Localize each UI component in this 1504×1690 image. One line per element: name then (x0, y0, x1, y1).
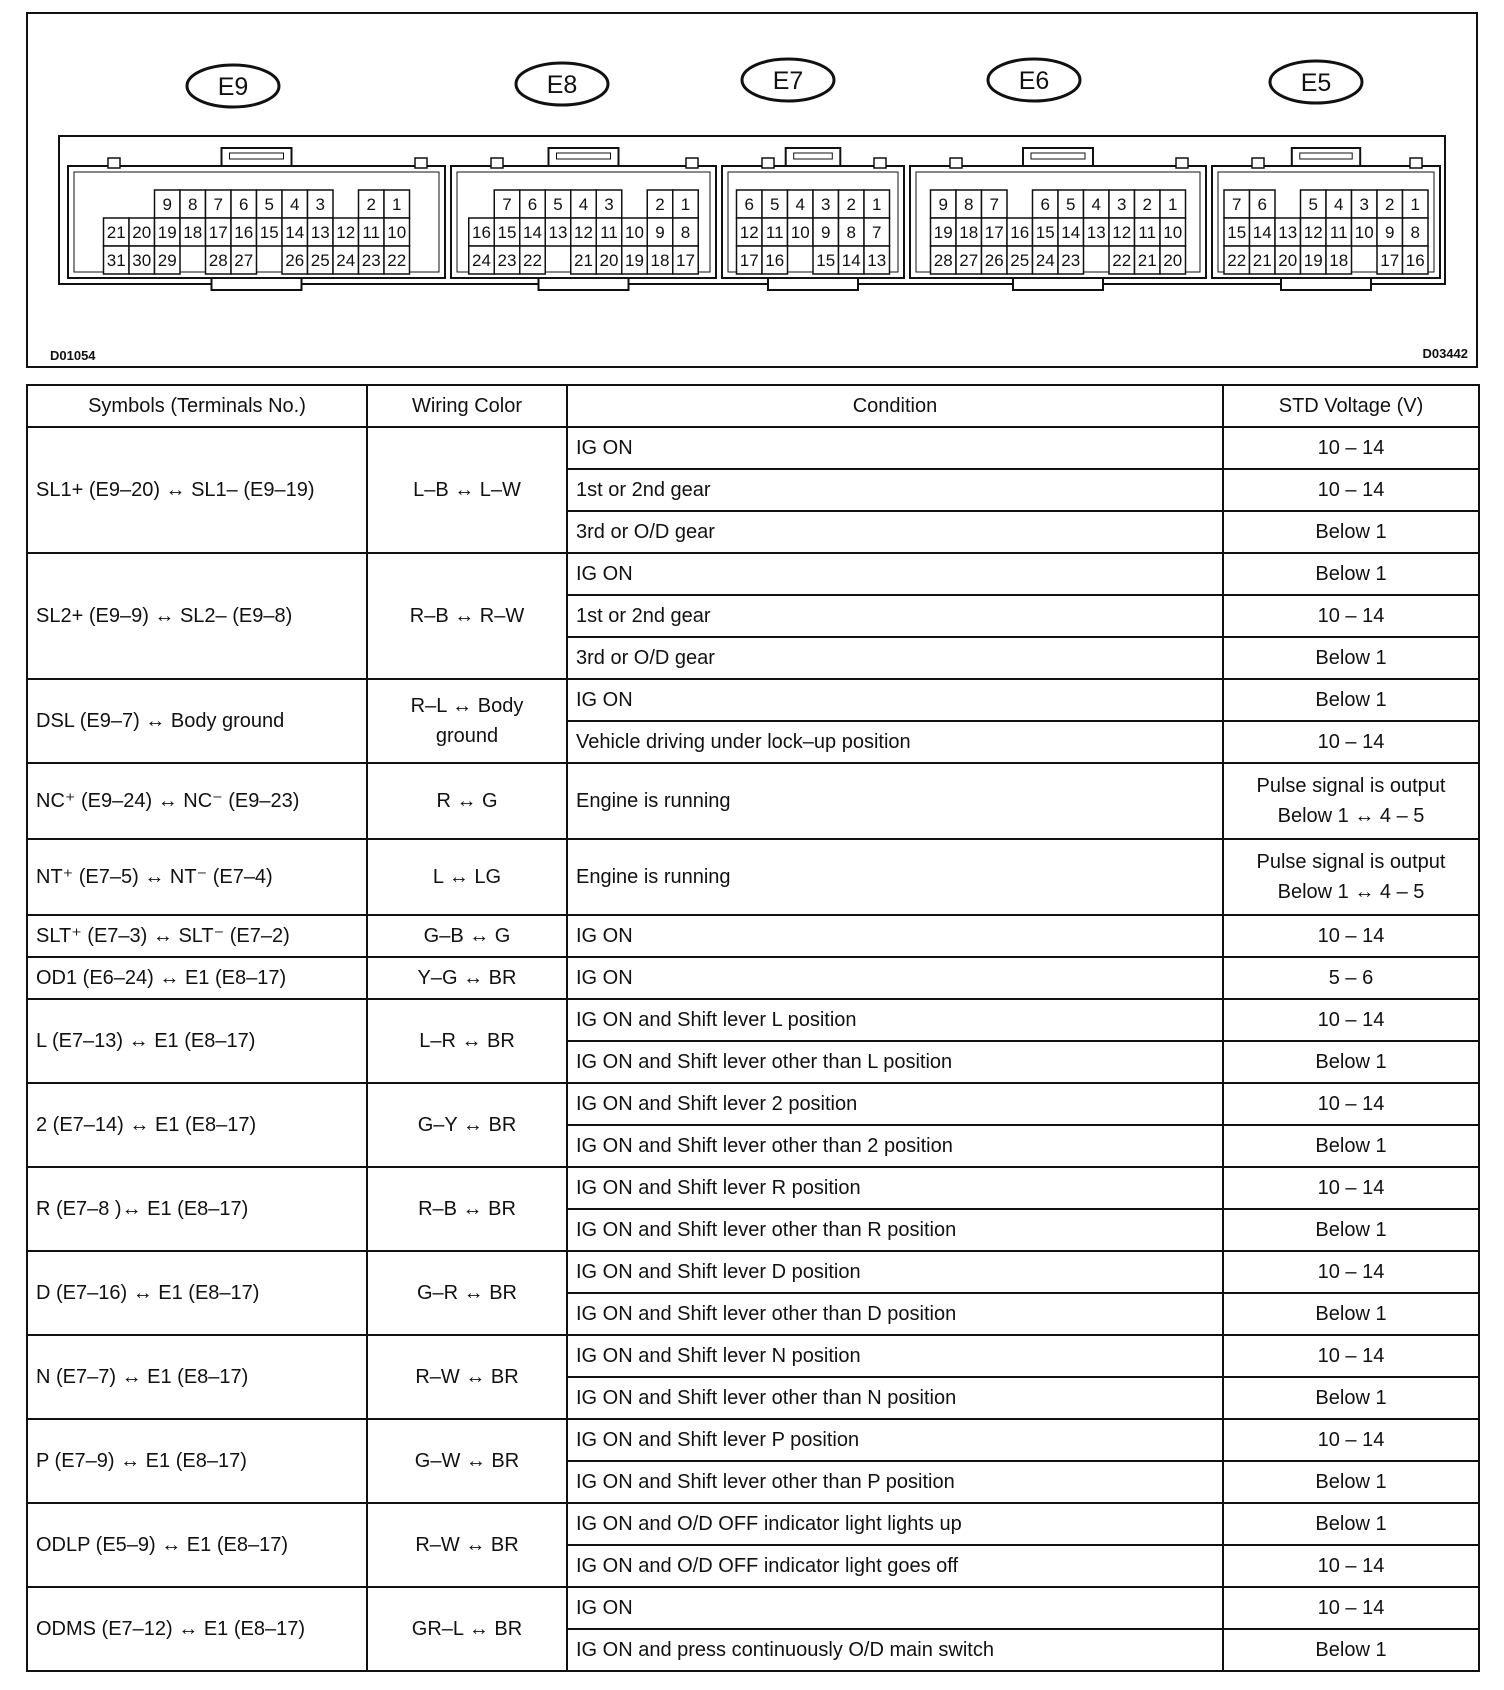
condition-cell: IG ON and O/D OFF indicator light lights up (567, 1503, 1223, 1545)
table-row (27, 1167, 1479, 1209)
connector-e7-pin-number: 6 (744, 195, 754, 214)
connector-e9-pin-number: 9 (162, 195, 172, 214)
condition-cell: IG ON and press continuously O/D main switch (567, 1629, 1223, 1671)
connector-e9-pin-number: 21 (106, 223, 126, 242)
connector-e7-pin-number: 14 (841, 251, 861, 270)
figure-code-left: D01054 (50, 348, 96, 363)
header-symbols: Symbols (Terminals No.) (27, 385, 367, 427)
table-row (27, 1419, 1479, 1461)
connector-e9-pin-number: 29 (157, 251, 177, 270)
std-voltage-cell: Below 1 (1223, 1503, 1479, 1545)
condition-cell: 1st or 2nd gear (567, 595, 1223, 637)
connector-e6-pin-number: 8 (964, 195, 974, 214)
connector-e9-pin-number: 18 (183, 223, 203, 242)
terminal-symbol-cell: R (E7–8 )↔ E1 (E8–17) (27, 1167, 367, 1251)
connector-e6-pin-number: 16 (1010, 223, 1030, 242)
connector-e7-pin-number: 12 (739, 223, 759, 242)
connector-e9-pin-number: 6 (239, 195, 249, 214)
connector-e7-pin-number: 7 (872, 223, 882, 242)
wiring-color-cell: G–W ↔ BR (367, 1419, 567, 1503)
wiring-color-cell: Y–G ↔ BR (367, 957, 567, 999)
connector-e6-pin-number: 25 (1010, 251, 1030, 270)
connector-e6-pin-number: 4 (1091, 195, 1101, 214)
connector-e8-pin-number: 6 (527, 195, 538, 214)
connector-e9-pin-number: 26 (285, 251, 305, 270)
connector-e8-pin-number: 18 (650, 251, 670, 270)
connector-e7-label: E7 (772, 67, 804, 95)
connector-e5-pin-number: 10 (1354, 223, 1374, 242)
connector-e5-bottom-lock (1281, 278, 1371, 290)
condition-cell: IG ON (567, 553, 1223, 595)
connector-e5-tab-right (1410, 158, 1422, 168)
connector-e7-pin-number: 11 (765, 223, 784, 242)
table-row (27, 957, 1479, 999)
connector-e8-latch (549, 148, 619, 166)
connector-e6-pin-number: 23 (1061, 251, 1081, 270)
connector-e5-tab-left (1252, 158, 1264, 168)
connector-e6-pin-number: 3 (1117, 195, 1127, 214)
connector-e8-pin-number: 21 (574, 251, 593, 270)
connector-e5-pin-number: 2 (1385, 195, 1395, 214)
condition-cell: IG ON (567, 1587, 1223, 1629)
terminal-table-wrap (26, 384, 1478, 1672)
std-voltage-cell: Below 1 (1223, 553, 1479, 595)
connector-e6-tab-right (1176, 158, 1188, 168)
connector-e6-pin-number: 11 (1138, 223, 1157, 242)
connector-e7-pin-number: 16 (765, 251, 785, 270)
table-row (27, 999, 1479, 1041)
connector-e6-tab-left (950, 158, 962, 168)
connector-drawing (28, 14, 1476, 366)
connector-e9-pin-number: 8 (188, 195, 198, 214)
condition-cell: IG ON and Shift lever other than P position (567, 1461, 1223, 1503)
connector-e6-pin-number: 24 (1035, 251, 1055, 270)
connector-e8-pin-number: 1 (680, 195, 691, 214)
connector-e7-pin-number: 15 (816, 251, 836, 270)
std-voltage-cell: Pulse signal is output Below 1 ↔ 4 – 5 (1223, 763, 1479, 839)
condition-cell: IG ON and Shift lever other than L position (567, 1041, 1223, 1083)
connector-e9-pin-number: 14 (285, 223, 305, 242)
connector-e9-pin-number: 7 (213, 195, 223, 214)
connector-e5-latch (1292, 148, 1360, 166)
connector-e9-pin-number: 27 (234, 251, 254, 270)
connector-e8-pin-number: 16 (472, 223, 491, 242)
connector-e5-pin-number: 13 (1278, 223, 1298, 242)
table-row (27, 553, 1479, 595)
connector-e8-pin-number: 7 (502, 195, 512, 214)
condition-cell: IG ON (567, 915, 1223, 957)
connector-e6-bottom-lock (1013, 278, 1103, 290)
std-voltage-cell: 10 – 14 (1223, 1545, 1479, 1587)
terminal-symbol-cell: 2 (E7–14) ↔ E1 (E8–17) (27, 1083, 367, 1167)
connector-e8-pin-number: 9 (655, 223, 665, 242)
connector-e5-pin-number: 16 (1405, 251, 1425, 270)
connector-e9-pin-number: 3 (315, 195, 325, 214)
table-header-row (27, 385, 1479, 427)
connector-e6-pin-number: 18 (959, 223, 979, 242)
table-row (27, 427, 1479, 469)
std-voltage-cell: Below 1 (1223, 511, 1479, 553)
std-voltage-cell: 10 – 14 (1223, 427, 1479, 469)
connector-e5-pin-number: 12 (1303, 223, 1323, 242)
connector-e9-pin-number: 19 (157, 223, 177, 242)
connector-e5-pin-number: 8 (1410, 223, 1420, 242)
condition-cell: IG ON and Shift lever other than D position (567, 1293, 1223, 1335)
connector-e6-pin-number: 12 (1112, 223, 1132, 242)
connector-e9-pin-number: 28 (208, 251, 228, 270)
connector-e8-pin-number: 12 (574, 223, 593, 242)
connector-e6-pin-number: 6 (1040, 195, 1050, 214)
connector-e5-label: E5 (1300, 69, 1332, 97)
wiring-color-cell: R–W ↔ BR (367, 1503, 567, 1587)
connector-e9-pin-number: 16 (234, 223, 254, 242)
connector-e5-pin-number: 1 (1410, 195, 1420, 214)
std-voltage-cell: Below 1 (1223, 637, 1479, 679)
condition-cell: Engine is running (567, 763, 1223, 839)
connector-e8-pin-number: 2 (655, 195, 665, 214)
connector-e7-pin-number: 13 (867, 251, 887, 270)
connector-e9-pin-number: 20 (132, 223, 152, 242)
connector-e7-bottom-lock (768, 278, 858, 290)
std-voltage-cell: 10 – 14 (1223, 1083, 1479, 1125)
connector-e8-pin-number: 11 (600, 223, 618, 242)
connector-e8-pin-number: 20 (599, 251, 619, 270)
connector-e5-pin-number: 22 (1227, 251, 1247, 270)
connector-e9-latch (222, 148, 292, 166)
wiring-color-cell: R ↔ G (367, 763, 567, 839)
wiring-color-cell: L ↔ LG (367, 839, 567, 915)
connector-e8-pin-number: 3 (604, 195, 614, 214)
condition-cell: 1st or 2nd gear (567, 469, 1223, 511)
std-voltage-cell: 10 – 14 (1223, 1335, 1479, 1377)
wiring-color-cell: G–R ↔ BR (367, 1251, 567, 1335)
terminal-symbol-cell: L (E7–13) ↔ E1 (E8–17) (27, 999, 367, 1083)
table-row (27, 679, 1479, 721)
wiring-color-cell: G–B ↔ G (367, 915, 567, 957)
terminal-symbol-cell: DSL (E9–7) ↔ Body ground (27, 679, 367, 763)
std-voltage-cell: Below 1 (1223, 1293, 1479, 1335)
connector-e6-pin-number: 28 (933, 251, 953, 270)
connector-e5-pin-number: 14 (1252, 223, 1272, 242)
condition-cell: IG ON and O/D OFF indicator light goes off (567, 1545, 1223, 1587)
connector-e7-pin-number: 10 (790, 223, 810, 242)
connector-e8-pin-number: 15 (497, 223, 517, 242)
std-voltage-cell: Pulse signal is output Below 1 ↔ 4 – 5 (1223, 839, 1479, 915)
connector-e5-pin-number: 11 (1329, 223, 1348, 242)
connector-e6-pin-number: 17 (984, 223, 1004, 242)
wiring-color-cell: L–B ↔ L–W (367, 427, 567, 553)
connector-e8-pin-number: 4 (578, 195, 589, 214)
condition-cell: IG ON and Shift lever other than R position (567, 1209, 1223, 1251)
connector-e5-pin-number: 17 (1380, 251, 1400, 270)
std-voltage-cell: 10 – 14 (1223, 1167, 1479, 1209)
connector-e9-pin-number: 24 (336, 251, 356, 270)
connector-e8-pin-number: 22 (523, 251, 542, 270)
connector-e6-pin-number: 14 (1061, 223, 1081, 242)
connector-e6-pin-number: 10 (1163, 223, 1183, 242)
connector-e8-pin-number: 24 (472, 251, 491, 270)
connector-e8-pin-number: 14 (523, 223, 542, 242)
std-voltage-cell: Below 1 (1223, 1041, 1479, 1083)
connector-e7-pin-number: 3 (821, 195, 831, 214)
wiring-color-cell: R–B ↔ R–W (367, 553, 567, 679)
connector-e9-bottom-lock (212, 278, 302, 290)
terminal-symbol-cell: NT⁺ (E7–5) ↔ NT⁻ (E7–4) (27, 839, 367, 915)
connector-e5-pin-number: 6 (1257, 195, 1267, 214)
connector-e8-pin-number: 5 (553, 195, 563, 214)
terminal-symbol-cell: NC⁺ (E9–24) ↔ NC⁻ (E9–23) (27, 763, 367, 839)
condition-cell: IG ON (567, 679, 1223, 721)
connector-e6-pin-number: 27 (959, 251, 979, 270)
terminal-symbol-cell: SL2+ (E9–9) ↔ SL2– (E9–8) (27, 553, 367, 679)
connector-e9-tab-left (108, 158, 120, 168)
connector-e5-pin-number: 15 (1227, 223, 1247, 242)
connector-e8-pin-number: 19 (625, 251, 644, 270)
table-row (27, 1083, 1479, 1125)
connector-e6-pin-number: 2 (1142, 195, 1152, 214)
std-voltage-cell: Below 1 (1223, 1461, 1479, 1503)
std-voltage-cell: 10 – 14 (1223, 999, 1479, 1041)
terminal-symbol-cell: P (E7–9) ↔ E1 (E8–17) (27, 1419, 367, 1503)
connector-e9-pin-number: 15 (259, 223, 279, 242)
wiring-color-cell: R–L ↔ Body ground (367, 679, 567, 763)
connector-e9-pin-number: 12 (336, 223, 356, 242)
condition-cell: IG ON and Shift lever L position (567, 999, 1223, 1041)
connector-e5-pin-number: 19 (1303, 251, 1323, 270)
std-voltage-cell: 10 – 14 (1223, 1419, 1479, 1461)
header-condition: Condition (567, 385, 1223, 427)
connector-e9-pin-number: 31 (106, 251, 126, 270)
wiring-color-cell: G–Y ↔ BR (367, 1083, 567, 1167)
table-row (27, 1503, 1479, 1545)
connector-e6-label: E6 (1018, 67, 1050, 95)
std-voltage-cell: Below 1 (1223, 1629, 1479, 1671)
header-std-voltage: STD Voltage (V) (1223, 385, 1479, 427)
connector-e7-tab-left (762, 158, 774, 168)
connector-e8-tab-right (686, 158, 698, 168)
connector-e6-pin-number: 7 (989, 195, 999, 214)
condition-cell: IG ON and Shift lever D position (567, 1251, 1223, 1293)
condition-cell: IG ON and Shift lever other than 2 position (567, 1125, 1223, 1167)
connector-e6-pin-number: 1 (1168, 195, 1178, 214)
table-body (27, 427, 1479, 1671)
wiring-color-cell: R–W ↔ BR (367, 1335, 567, 1419)
table-row (27, 839, 1479, 915)
connector-e9-tab-right (415, 158, 427, 168)
connector-e6-pin-number: 15 (1035, 223, 1055, 242)
terminal-symbol-cell: D (E7–16) ↔ E1 (E8–17) (27, 1251, 367, 1335)
connector-e5-pin-number: 4 (1334, 195, 1344, 214)
connector-e9-pin-number: 22 (387, 251, 407, 270)
connector-e7-pin-number: 5 (770, 195, 780, 214)
std-voltage-cell: 10 – 14 (1223, 721, 1479, 763)
terminal-voltage-table (26, 384, 1480, 1672)
connector-e9-pin-number: 17 (208, 223, 228, 242)
connector-e7-pin-number: 9 (821, 223, 831, 242)
terminal-symbol-cell: ODMS (E7–12) ↔ E1 (E8–17) (27, 1587, 367, 1671)
terminal-symbol-cell: SLT⁺ (E7–3) ↔ SLT⁻ (E7–2) (27, 915, 367, 957)
connector-e6-pin-number: 26 (984, 251, 1004, 270)
connector-e7-pin-number: 1 (872, 195, 882, 214)
table-row (27, 1251, 1479, 1293)
terminal-symbol-cell: ODLP (E5–9) ↔ E1 (E8–17) (27, 1503, 367, 1587)
connector-e6-pin-number: 19 (933, 223, 953, 242)
condition-cell: IG ON (567, 427, 1223, 469)
std-voltage-cell: Below 1 (1223, 679, 1479, 721)
connector-e9-pin-number: 1 (392, 195, 402, 214)
connector-e5-pin-number: 9 (1385, 223, 1395, 242)
std-voltage-cell: Below 1 (1223, 1377, 1479, 1419)
std-voltage-cell: 10 – 14 (1223, 595, 1479, 637)
connector-e9-pin-number: 23 (361, 251, 381, 270)
table-row (27, 1335, 1479, 1377)
condition-cell: IG ON and Shift lever other than N position (567, 1377, 1223, 1419)
connector-e9-pin-number: 30 (132, 251, 152, 270)
connector-e7-pin-number: 4 (795, 195, 805, 214)
connector-e8-label: E8 (546, 71, 578, 99)
std-voltage-cell: Below 1 (1223, 1125, 1479, 1167)
connector-e7-tab-right (874, 158, 886, 168)
connector-e6-pin-number: 22 (1112, 251, 1132, 270)
connector-e8-pin-number: 10 (625, 223, 644, 242)
connector-e5-pin-number: 21 (1252, 251, 1272, 270)
table-row (27, 1587, 1479, 1629)
connector-e7-pin-number: 17 (739, 251, 759, 270)
connector-e8-pin-number: 13 (548, 223, 568, 242)
std-voltage-cell: 10 – 14 (1223, 1251, 1479, 1293)
terminal-symbol-cell: OD1 (E6–24) ↔ E1 (E8–17) (27, 957, 367, 999)
table-row (27, 763, 1479, 839)
condition-cell: IG ON and Shift lever N position (567, 1335, 1223, 1377)
connector-e5-pin-number: 5 (1308, 195, 1318, 214)
condition-cell: IG ON and Shift lever 2 position (567, 1083, 1223, 1125)
connector-e5-pin-number: 20 (1278, 251, 1298, 270)
connector-e8-pin-number: 23 (497, 251, 517, 270)
wiring-color-cell: GR–L ↔ BR (367, 1587, 567, 1671)
condition-cell: IG ON (567, 957, 1223, 999)
wiring-color-cell: R–B ↔ BR (367, 1167, 567, 1251)
connector-e9-pin-number: 13 (310, 223, 330, 242)
connector-e6-pin-number: 20 (1163, 251, 1183, 270)
connector-e8-bottom-lock (539, 278, 629, 290)
connector-e7-pin-number: 2 (846, 195, 856, 214)
connector-e9-pin-number: 10 (387, 223, 407, 242)
condition-cell: Engine is running (567, 839, 1223, 915)
connector-e5-pin-number: 7 (1232, 195, 1242, 214)
connector-e9-pin-number: 11 (362, 223, 381, 242)
connector-e9-pin-number: 5 (264, 195, 274, 214)
table-row (27, 915, 1479, 957)
condition-cell: 3rd or O/D gear (567, 511, 1223, 553)
connector-e8-pin-number: 8 (680, 223, 691, 242)
connector-e5-pin-number: 3 (1359, 195, 1369, 214)
figure-code-right: D03442 (1422, 346, 1468, 361)
connector-e9-pin-number: 2 (366, 195, 376, 214)
connector-e8-tab-left (491, 158, 503, 168)
terminal-symbol-cell: N (E7–7) ↔ E1 (E8–17) (27, 1335, 367, 1419)
connector-e9-label: E9 (217, 73, 249, 101)
condition-cell: 3rd or O/D gear (567, 637, 1223, 679)
connector-e6-pin-number: 21 (1137, 251, 1157, 270)
connector-e9-pin-number: 4 (290, 195, 300, 214)
connector-diagram (26, 12, 1478, 368)
connector-e9-pin-number: 25 (310, 251, 330, 270)
condition-cell: IG ON and Shift lever P position (567, 1419, 1223, 1461)
connector-e6-pin-number: 9 (938, 195, 948, 214)
wiring-color-cell: L–R ↔ BR (367, 999, 567, 1083)
std-voltage-cell: 10 – 14 (1223, 469, 1479, 511)
std-voltage-cell: 5 – 6 (1223, 957, 1479, 999)
header-wiring-color: Wiring Color (367, 385, 567, 427)
connector-e7-pin-number: 8 (846, 223, 856, 242)
terminal-symbol-cell: SL1+ (E9–20) ↔ SL1– (E9–19) (27, 427, 367, 553)
connector-e5-pin-number: 18 (1329, 251, 1349, 270)
connector-e6-latch (1023, 148, 1093, 166)
std-voltage-cell: 10 – 14 (1223, 1587, 1479, 1629)
std-voltage-cell: Below 1 (1223, 1209, 1479, 1251)
condition-cell: IG ON and Shift lever R position (567, 1167, 1223, 1209)
condition-cell: Vehicle driving under lock–up position (567, 721, 1223, 763)
connector-e6-pin-number: 13 (1086, 223, 1106, 242)
connector-e6-pin-number: 5 (1066, 195, 1076, 214)
connector-e8-pin-number: 17 (676, 251, 695, 270)
std-voltage-cell: 10 – 14 (1223, 915, 1479, 957)
